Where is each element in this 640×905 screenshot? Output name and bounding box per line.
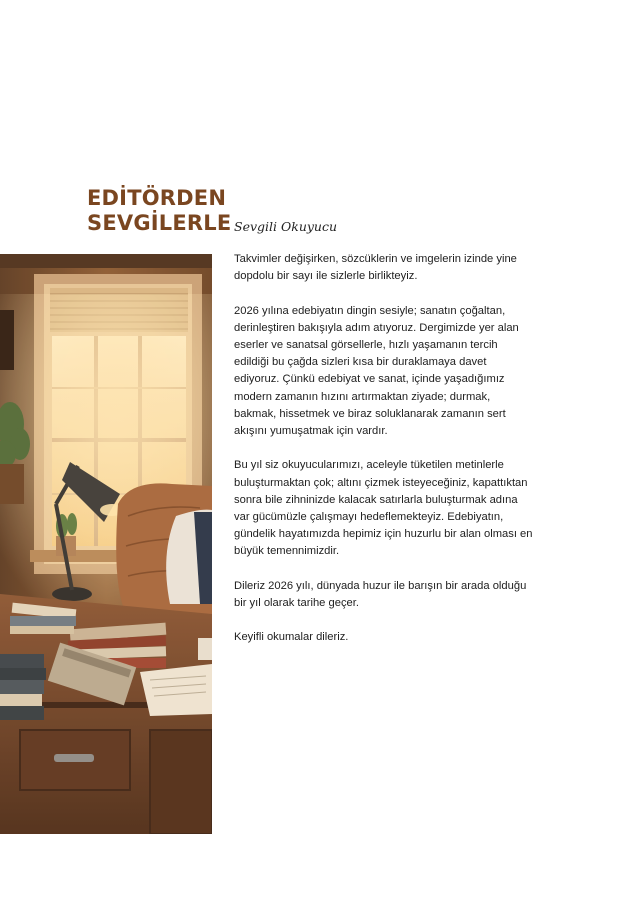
title-line-1: EDİTÖRDEN bbox=[87, 186, 227, 210]
editorial-body bbox=[234, 251, 534, 664]
salutation: Sevgili Okuyucu bbox=[234, 219, 338, 234]
paragraph: Keyifli okumalar dileriz. bbox=[234, 631, 349, 644]
paragraph: Dileriz 2026 yılı, dünyada huzur ile barışın bir arada olduğu bir yıl olarak tarihe geçer. bbox=[234, 579, 527, 610]
paragraph: Bu yıl siz okuyucularımızı, aceleyle tüketilen metinlerle buluşturmaktan çok; altını çizmek isteyeceğiniz, kapattıktan sonra bile zihninizde kalacak satırlarla buluşturmak adına var gücümüzle çalışmayı hedeflemekteyiz. Edebiyatın, gündelik hayatımızda hepimiz için huzurlu bir alan olması en büyük temennimizdir. bbox=[234, 459, 533, 558]
title-line-2: SEVGİLERLE bbox=[87, 211, 232, 235]
paragraph: Takvimler değişirken, sözcüklerin ve imgelerin izinde yine dopdolu bir sayı ile sizlerle birlikteyiz. bbox=[234, 253, 517, 283]
editor-desk-illustration bbox=[0, 254, 212, 834]
paragraph: 2026 yılına edebiyatın dingin sesiyle; sanatın çoğaltan, derinleştiren bakışıyla adım atıyoruz. Dergimizde yer alan eserler ve sanatsal görsellerle, hızlı yaşamanın tercih edildiği bu çağda sizleri kısa bir duraklamaya davet ediyoruz. Çünkü edebiyat ve sanat, içinde yaşadığımız modern zamanın hızını artırmaktan ziyade; durmak, bakmak, hissetmek ve biraz soluklanarak zamanın sert akışını yumuşatmak için vardır. bbox=[234, 304, 519, 438]
page-title bbox=[87, 186, 231, 236]
